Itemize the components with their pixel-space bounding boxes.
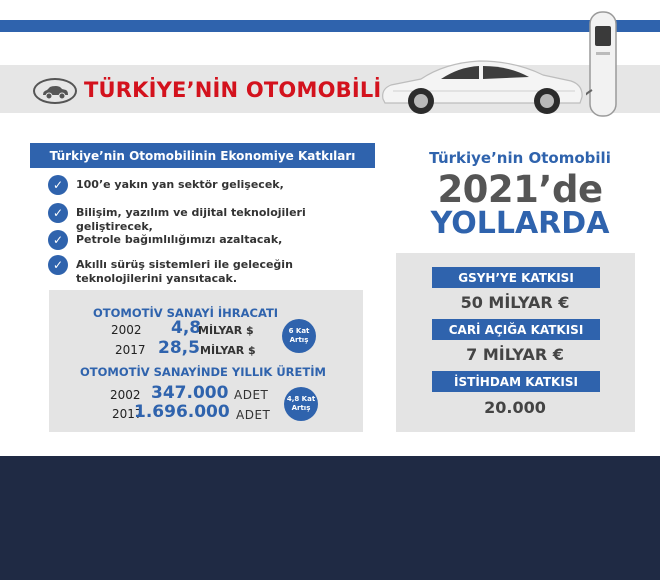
list-item	[48, 255, 368, 286]
exports-year-2017: 2017	[115, 343, 146, 357]
check-icon: ✓	[48, 203, 68, 223]
employment-contribution-label: İSTİHDAM KATKISI	[432, 371, 600, 392]
footer-band	[0, 456, 660, 580]
headline-line-1: Türkiye’nin Otomobili	[429, 149, 611, 167]
list-item-text: Petrole bağımlılığımızı azaltacak,	[76, 233, 283, 246]
list-item-text: Akıllı sürüş sistemleri ile geleceğin teknolojilerini yansıtacak.	[76, 258, 293, 285]
gdp-contribution-value: 50 MİLYAR €	[460, 293, 570, 312]
production-unit-2002: ADET	[234, 388, 269, 402]
exports-growth-badge: 6 Kat Artış	[282, 319, 316, 353]
car-illustration	[375, 55, 590, 117]
exports-value-2017: 28,5	[158, 338, 200, 358]
exports-heading: OTOMOTİV SANAYİ İHRACATI	[93, 306, 279, 320]
deficit-contribution-label: CARİ AÇIĞA KATKISI	[432, 319, 600, 340]
top-accent-bar	[0, 20, 660, 32]
check-icon: ✓	[48, 230, 68, 250]
list-item-text: Bilişim, yazılım ve dijital teknolojileri geliştirecek,	[76, 206, 306, 233]
exports-value-2002: 4,8	[171, 318, 202, 338]
check-icon: ✓	[48, 175, 68, 195]
exports-unit-2017: MİLYAR $	[200, 344, 256, 357]
production-unit-2017: ADET	[236, 408, 271, 422]
list-item	[48, 175, 284, 195]
production-value-2002: 347.000	[151, 383, 229, 403]
production-heading: OTOMOTİV SANAYİNDE YILLIK ÜRETİM	[80, 365, 326, 379]
production-year-2017: 2017	[112, 407, 143, 421]
production-value-2017: 1.696.000	[134, 402, 230, 422]
charging-station-icon	[586, 10, 620, 120]
production-growth-badge: 4,8 Kat Artış	[284, 387, 318, 421]
list-item	[48, 230, 282, 250]
gdp-contribution-label: GSYH’YE KATKISI	[432, 267, 600, 288]
deficit-contribution-value: 7 MİLYAR €	[466, 345, 564, 364]
headline-line-3: YOLLARDA	[430, 206, 610, 241]
employment-contribution-value: 20.000	[484, 398, 546, 417]
exports-unit-2002: MİLYAR $	[198, 324, 254, 337]
brand-title: TÜRKİYE’NİN OTOMOBİLİ	[84, 78, 382, 102]
exports-year-2002: 2002	[111, 323, 142, 337]
contributions-heading: Türkiye’nin Otomobilinin Ekonomiye Katkıları	[30, 143, 375, 168]
check-icon: ✓	[48, 255, 68, 275]
list-item-text: 100’e yakın yan sektör gelişecek,	[76, 178, 284, 191]
production-year-2002: 2002	[110, 388, 141, 402]
car-logo-silhouette	[40, 84, 70, 100]
headline-line-2: 2021’de	[437, 168, 603, 211]
